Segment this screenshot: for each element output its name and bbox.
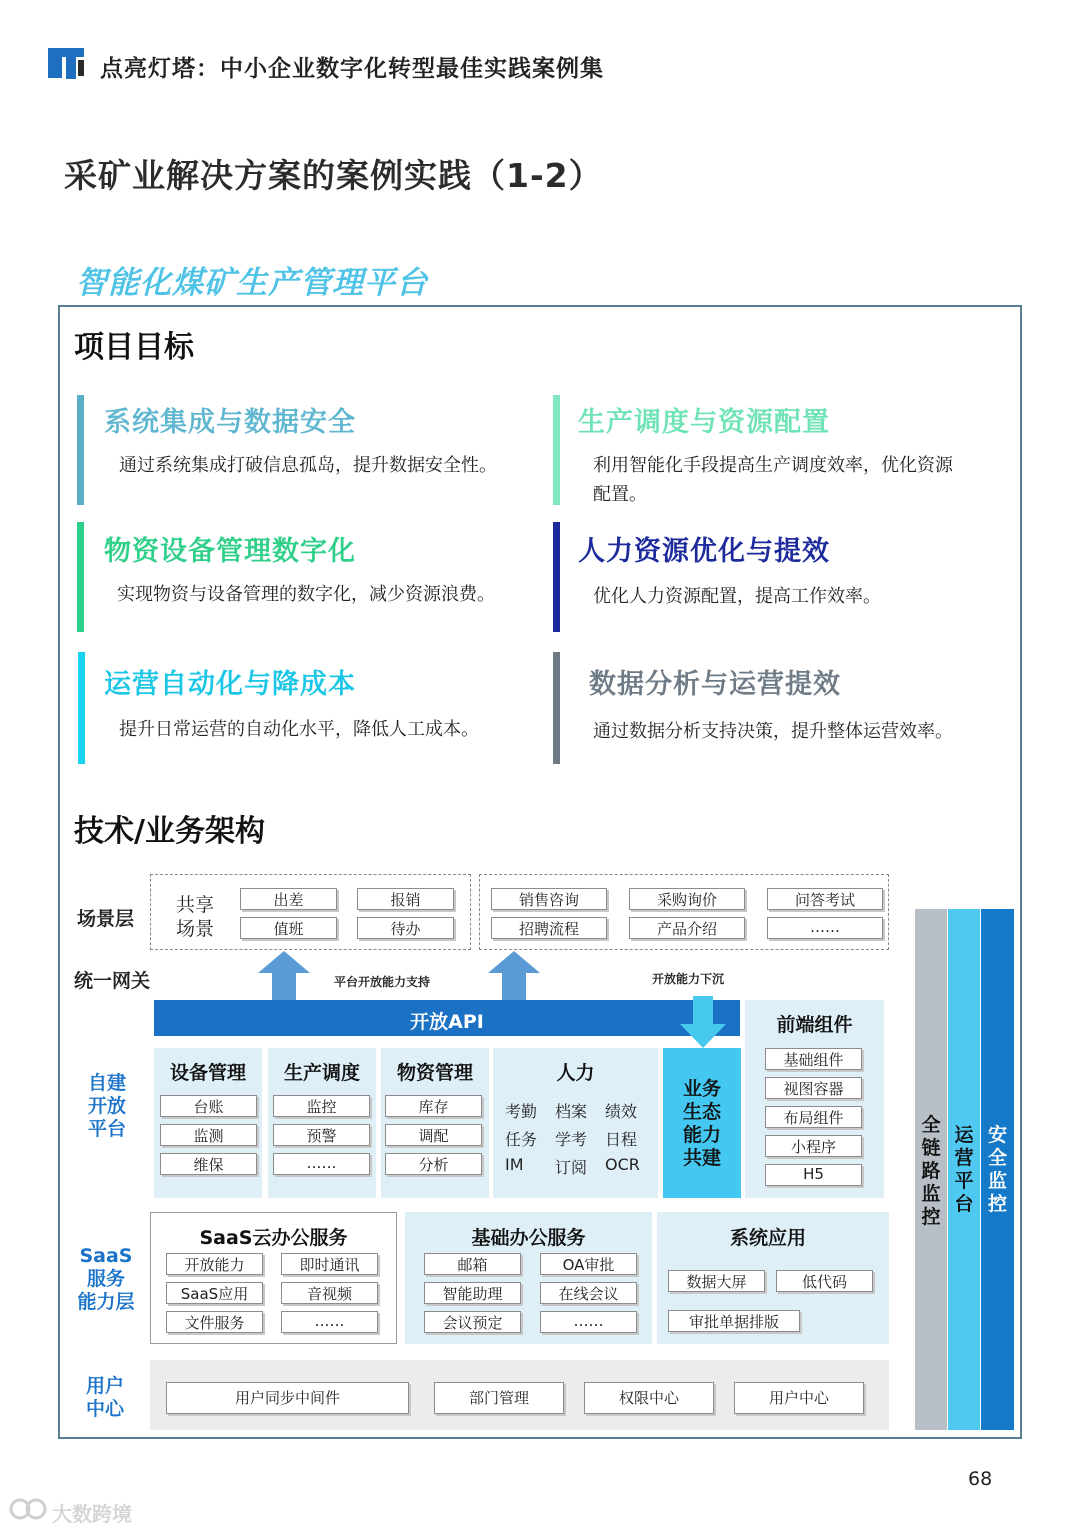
hr-item: IM — [505, 1155, 524, 1174]
panel-title: 物资管理 — [396, 1062, 473, 1084]
security-monitor-label — [981, 1124, 1014, 1216]
up-arrow-icon — [258, 951, 310, 1005]
saas-item: 开放能力 — [166, 1253, 263, 1275]
hr-item: 档案 — [555, 1102, 588, 1121]
goal-accent-bar — [77, 395, 84, 505]
panel-title: 系统应用 — [729, 1227, 806, 1249]
panel-title: 前端组件 — [776, 1014, 853, 1036]
saas-item: …… — [281, 1311, 378, 1333]
down-arrow-icon — [680, 996, 726, 1052]
label-char: 控 — [921, 1206, 941, 1228]
scene-item: 销售咨询 — [491, 888, 607, 910]
scene-item: 产品介绍 — [629, 917, 745, 939]
label-line: 业务 — [682, 1078, 721, 1100]
label-line: 共建 — [682, 1147, 721, 1169]
user-center-label — [80, 1375, 130, 1421]
goal-desc: 优化人力资源配置，提高工作效率。 — [593, 586, 881, 607]
brand-logo — [48, 46, 86, 80]
device-item: 监测 — [160, 1124, 257, 1146]
saas-layer-label — [76, 1245, 136, 1314]
label-char: 全 — [987, 1147, 1007, 1169]
self-built-platform-label — [82, 1072, 132, 1141]
gateway-label: 统一网关 — [74, 970, 151, 992]
label-char: 营 — [954, 1147, 974, 1169]
goal-accent-bar — [553, 395, 560, 505]
goal-title: 物资设备管理数字化 — [104, 536, 356, 567]
saas-item: 邮箱 — [424, 1253, 521, 1275]
dispatch-item: …… — [273, 1153, 370, 1175]
scene-item: 问答考试 — [767, 888, 883, 910]
goal-desc-line-2: 配置。 — [593, 484, 647, 505]
panel-title: 生产调度 — [283, 1062, 360, 1084]
hr-item: 订阅 — [555, 1158, 588, 1177]
hr-item: OCR — [605, 1155, 640, 1174]
label-line: 生态 — [682, 1101, 721, 1123]
label-char: 平 — [954, 1170, 974, 1192]
gateway-note-right: 开放能力下沉 — [652, 972, 725, 986]
goal-accent-bar — [77, 522, 84, 632]
saas-item: 在线会议 — [540, 1282, 637, 1304]
watermark-logo-icon — [8, 1496, 50, 1526]
material-item: 库存 — [385, 1095, 482, 1117]
goals-heading: 项目目标 — [74, 330, 194, 365]
architecture-heading: 技术/业务架构 — [74, 814, 265, 849]
label-line: 平台 — [87, 1118, 126, 1140]
label-char: 监 — [987, 1170, 1007, 1192]
label-line: 能力 — [682, 1124, 721, 1146]
goal-accent-bar — [553, 522, 560, 632]
hr-item: 绩效 — [605, 1102, 638, 1121]
label-char: 安 — [987, 1124, 1007, 1146]
dispatch-item: 预警 — [273, 1124, 370, 1146]
gateway-note-left: 平台开放能力支持 — [334, 975, 431, 989]
label-char: 路 — [921, 1160, 941, 1182]
goal-accent-bar — [78, 652, 85, 764]
frontend-item: H5 — [765, 1164, 862, 1186]
ecosystem-label — [663, 1078, 741, 1170]
device-item: 台账 — [160, 1095, 257, 1117]
saas-item: …… — [540, 1311, 637, 1333]
device-item: 维保 — [160, 1153, 257, 1175]
scene-item: 出差 — [240, 888, 337, 910]
goal-title: 生产调度与资源配置 — [578, 407, 830, 438]
panel-title: 基础办公服务 — [471, 1227, 586, 1249]
user-center-item: 用户中心 — [734, 1382, 864, 1414]
saas-item: 智能助理 — [424, 1282, 521, 1304]
open-api-label: 开放API — [410, 1011, 484, 1033]
report-title: 点亮灯塔：中小企业数字化转型最佳实践案例集 — [100, 56, 604, 82]
saas-item: OA审批 — [540, 1253, 637, 1275]
goal-desc: 实现物资与设备管理的数字化，减少资源浪费。 — [117, 584, 495, 605]
shared-scene-label-2: 场景 — [176, 918, 215, 940]
label-char: 台 — [954, 1193, 974, 1215]
material-item: 调配 — [385, 1124, 482, 1146]
frontend-item: 视图容器 — [765, 1077, 862, 1099]
hr-item: 日程 — [605, 1130, 638, 1149]
page-title: 采矿业解决方案的案例实践（1-2） — [64, 156, 603, 195]
label-line: 开放 — [87, 1095, 126, 1117]
goal-desc-line-1: 利用智能化手段提高生产调度效率，优化资源 — [593, 455, 953, 476]
goal-accent-bar — [553, 652, 560, 764]
watermark-text: 大数跨境 — [52, 1502, 132, 1526]
goal-desc: 通过系统集成打破信息孤岛，提升数据安全性。 — [119, 455, 497, 476]
goal-desc: 通过数据分析支持决策，提升整体运营效率。 — [593, 721, 953, 742]
goal-title: 系统集成与数据安全 — [104, 407, 356, 438]
goal-title: 运营自动化与降成本 — [104, 669, 356, 700]
panel-title: SaaS云办公服务 — [199, 1227, 348, 1249]
section-title: 智能化煤矿生产管理平台 — [76, 265, 428, 301]
saas-item: 会议预定 — [424, 1311, 521, 1333]
label-char: 监 — [921, 1183, 941, 1205]
scene-item: 招聘流程 — [491, 917, 607, 939]
shared-scene-label-1: 共享 — [176, 894, 215, 916]
page-number: 68 — [968, 1468, 993, 1490]
label-char: 运 — [954, 1124, 974, 1146]
label-char: 全 — [921, 1114, 941, 1136]
label-line: 自建 — [87, 1072, 126, 1094]
saas-item: 审批单据排版 — [668, 1310, 800, 1332]
panel-title: 人力 — [556, 1062, 595, 1084]
saas-item: SaaS应用 — [166, 1282, 263, 1304]
scene-item: 报销 — [357, 888, 454, 910]
label-line: SaaS — [79, 1245, 133, 1267]
saas-item: 低代码 — [776, 1270, 873, 1292]
label-line: 中心 — [85, 1398, 124, 1420]
saas-item: 文件服务 — [166, 1311, 263, 1333]
label-char: 链 — [921, 1137, 941, 1159]
goal-title: 数据分析与运营提效 — [589, 669, 841, 700]
scene-item: 值班 — [240, 917, 337, 939]
hr-item: 任务 — [505, 1130, 538, 1149]
dispatch-item: 监控 — [273, 1095, 370, 1117]
material-item: 分析 — [385, 1153, 482, 1175]
scene-item: 采购询价 — [629, 888, 745, 910]
goal-desc: 提升日常运营的自动化水平，降低人工成本。 — [119, 719, 479, 740]
panel-title: 设备管理 — [169, 1062, 246, 1084]
label-line: 能力层 — [77, 1291, 135, 1313]
hr-item: 学考 — [555, 1130, 588, 1149]
frontend-item: 布局组件 — [765, 1106, 862, 1128]
full-link-monitor-label — [915, 1114, 947, 1229]
user-center-item: 用户同步中间件 — [166, 1382, 409, 1414]
scene-item: …… — [767, 917, 883, 939]
frontend-item: 小程序 — [765, 1135, 862, 1157]
scene-layer-label: 场景层 — [77, 908, 135, 930]
saas-item: 数据大屏 — [668, 1270, 765, 1292]
label-line: 用户 — [85, 1375, 124, 1397]
label-line: 服务 — [86, 1268, 125, 1290]
goal-title: 人力资源优化与提效 — [578, 536, 830, 567]
user-center-item: 权限中心 — [584, 1382, 714, 1414]
user-center-item: 部门管理 — [434, 1382, 564, 1414]
ops-platform-label — [948, 1124, 980, 1216]
scene-item: 待办 — [357, 917, 454, 939]
frontend-item: 基础组件 — [765, 1048, 862, 1070]
saas-item: 音视频 — [281, 1282, 378, 1304]
hr-item: 考勤 — [505, 1102, 538, 1121]
saas-item: 即时通讯 — [281, 1253, 378, 1275]
label-char: 控 — [987, 1193, 1007, 1215]
up-arrow-icon — [488, 951, 540, 1005]
